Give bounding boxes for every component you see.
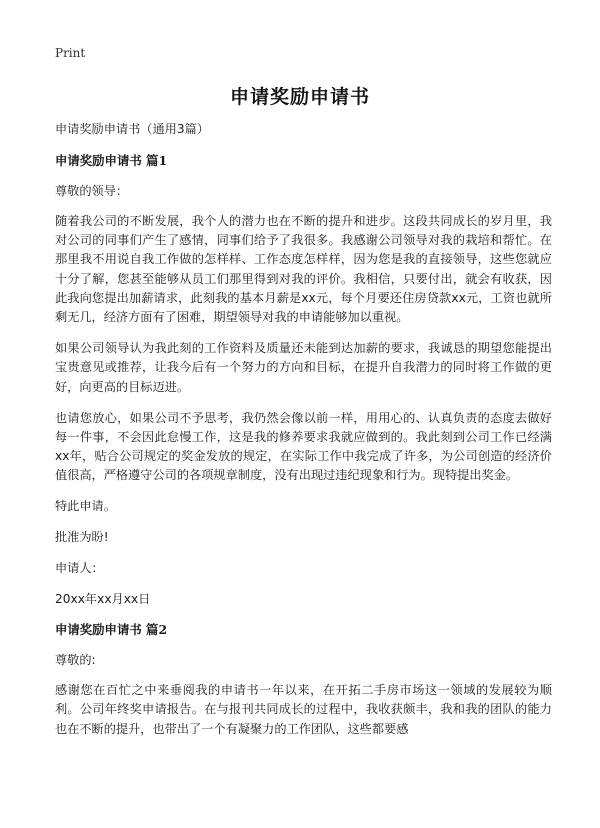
- document-body: [55, 120, 552, 750]
- greeting-1: 尊敬的领导：: [55, 183, 129, 198]
- closing-line: 特此申请。: [55, 499, 116, 514]
- print-label: Print: [55, 46, 86, 60]
- section-heading-2: 申请奖励申请书 篇2: [55, 622, 168, 638]
- section-heading-1: 申请奖励申请书 篇1: [55, 153, 168, 169]
- date-line: 20xx年xx月xx日: [55, 591, 151, 606]
- greeting-2: 尊敬的:: [55, 652, 96, 667]
- paragraph: 也请您放心，如果公司不予思考，我仍然会像以前一样，用用心的、认真负责的态度去做好每一件事，不会因此怠慢工作，这是我的修养要求我就应做到的。我此刻到公司工作已经满xx年，贴合公司规定的奖金发放的规定，在实际工作中我完成了许多，为公司创造的经济价值很高，严格遵守公司的各项规章制度，没有出现过违纪现象和行为。现特提出奖金。: [55, 410, 552, 483]
- applicant-line: 申请人：: [55, 560, 104, 575]
- approval-line: 批准为盼!: [55, 530, 109, 545]
- document-subtitle: 申请奖励申请书（通用3篇）: [55, 122, 210, 136]
- paragraph: 如果公司领导认为我此刻的工作资料及质量还未能到达加薪的要求，我诚恳的期望您能提出宝贵意见或推荐，让我今后有一个努力的方向和目标，在提升自我潜力的同时将工作做的更好，向更高的目标迈进。: [55, 341, 552, 394]
- paragraph: 感谢您在百忙之中来垂阅我的申请书一年以来，在开拓二手房市场这一领域的发展较为顺利。公司年终奖申请报告。在与报刊共同成长的过程中，我收获颇丰，我和我的团队的能力也在不断的提升，也带出了一个有凝聚力的工作团队，这些都要感: [55, 683, 552, 736]
- document-title: 申请奖励申请书: [229, 86, 370, 108]
- paragraph: 随着我公司的不断发展，我个人的潜力也在不断的提升和进步。这段共同成长的岁月里，我对公司的同事们产生了感情，同事们给予了我很多。我感谢公司领导对我的栽培和帮忙。在那里我不用说自我工作做的怎样样、工作态度怎样样，因为您是我的直接领导，这些您就应十分了解，您甚至能够从员工们那里得到对我的评价。我相信，只要付出，就会有收获，因此我向您提出加薪请求，此刻我的基本月薪是xx元，每个月要还住房贷款xx元，工资也就所剩无几，经济方面有了困难，期望领导对我的申请能够加以重视。: [55, 213, 552, 325]
